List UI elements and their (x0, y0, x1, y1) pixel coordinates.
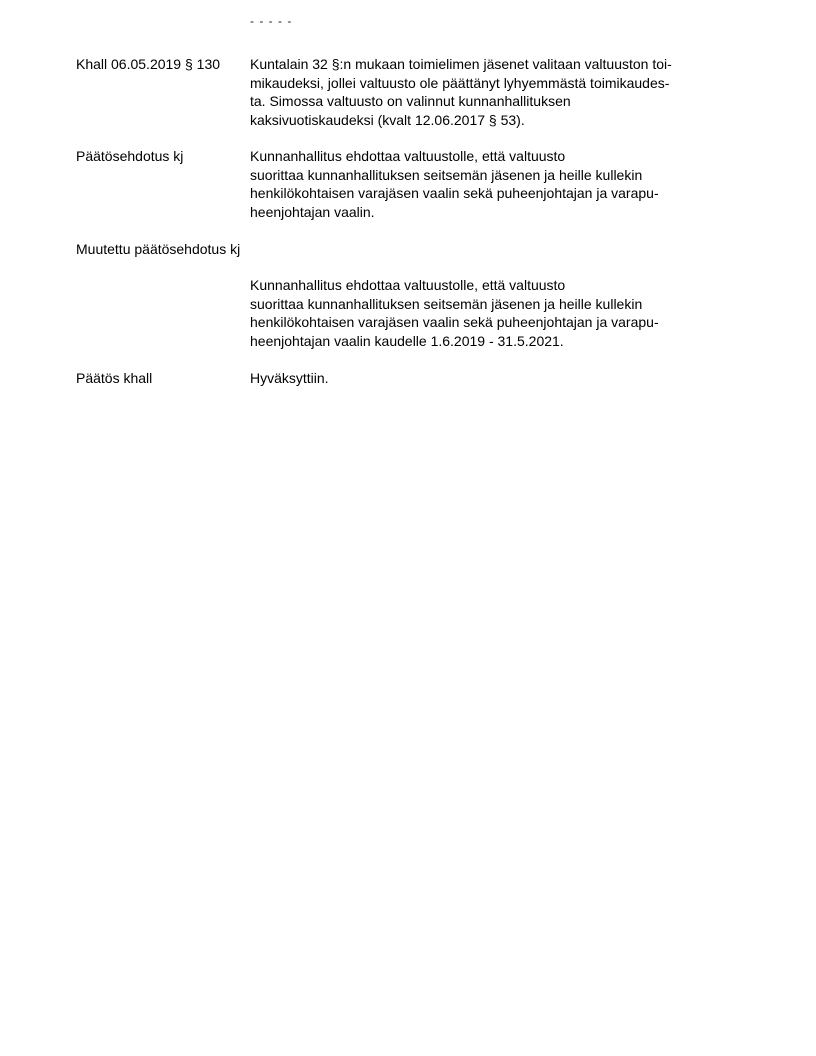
section-text-khall (250, 55, 750, 129)
text-line: henkilökohtaisen varajäsen vaalin sekä puheenjohtajan ja varapu- (250, 314, 659, 330)
section-text-muutettu-paatosehdotus (250, 276, 750, 350)
section-label-paatosehdotus: Päätösehdotus kj (76, 148, 184, 164)
text-line: Kunnanhallitus ehdottaa valtuustolle, että valtuusto (250, 277, 566, 293)
text-line: heenjohtajan vaalin kaudelle 1.6.2019 - 31.5.2021. (250, 332, 564, 349)
text-line: kaksivuotiskaudeksi (kvalt 12.06.2017 § 53). (250, 111, 525, 128)
text-line: ta. Simossa valtuusto on valinnut kunnanhallituksen (250, 93, 571, 109)
text-line: heenjohtajan vaalin. (250, 203, 375, 220)
text-line: Kunnanhallitus ehdottaa valtuustolle, että valtuusto (250, 148, 566, 164)
section-label-paatos: Päätös khall (76, 370, 153, 386)
section-label-muutettu-paatosehdotus: Muutettu päätösehdotus kj (76, 241, 241, 257)
section-text-paatos (250, 369, 750, 388)
text-line: suorittaa kunnanhallituksen seitsemän jäsenen ja heille kullekin (250, 295, 643, 312)
section-text-paatosehdotus (250, 147, 750, 221)
text-line: suorittaa kunnanhallituksen seitsemän jäsenen ja heille kullekin (250, 166, 643, 183)
text-line: Kuntalain 32 §:n mukaan toimielimen jäsenet valitaan valtuuston toi- (250, 56, 672, 72)
page-continuation-dashes: - - - - - (250, 14, 293, 28)
text-line: mikaudeksi, jollei valtuusto ole päättänyt lyhyemmästä toimikaudes- (250, 74, 670, 91)
text-line: Hyväksyttiin. (250, 370, 329, 386)
text-line: henkilökohtaisen varajäsen vaalin sekä puheenjohtajan ja varapu- (250, 185, 659, 201)
section-label-khall: Khall 06.05.2019 § 130 (76, 56, 221, 72)
